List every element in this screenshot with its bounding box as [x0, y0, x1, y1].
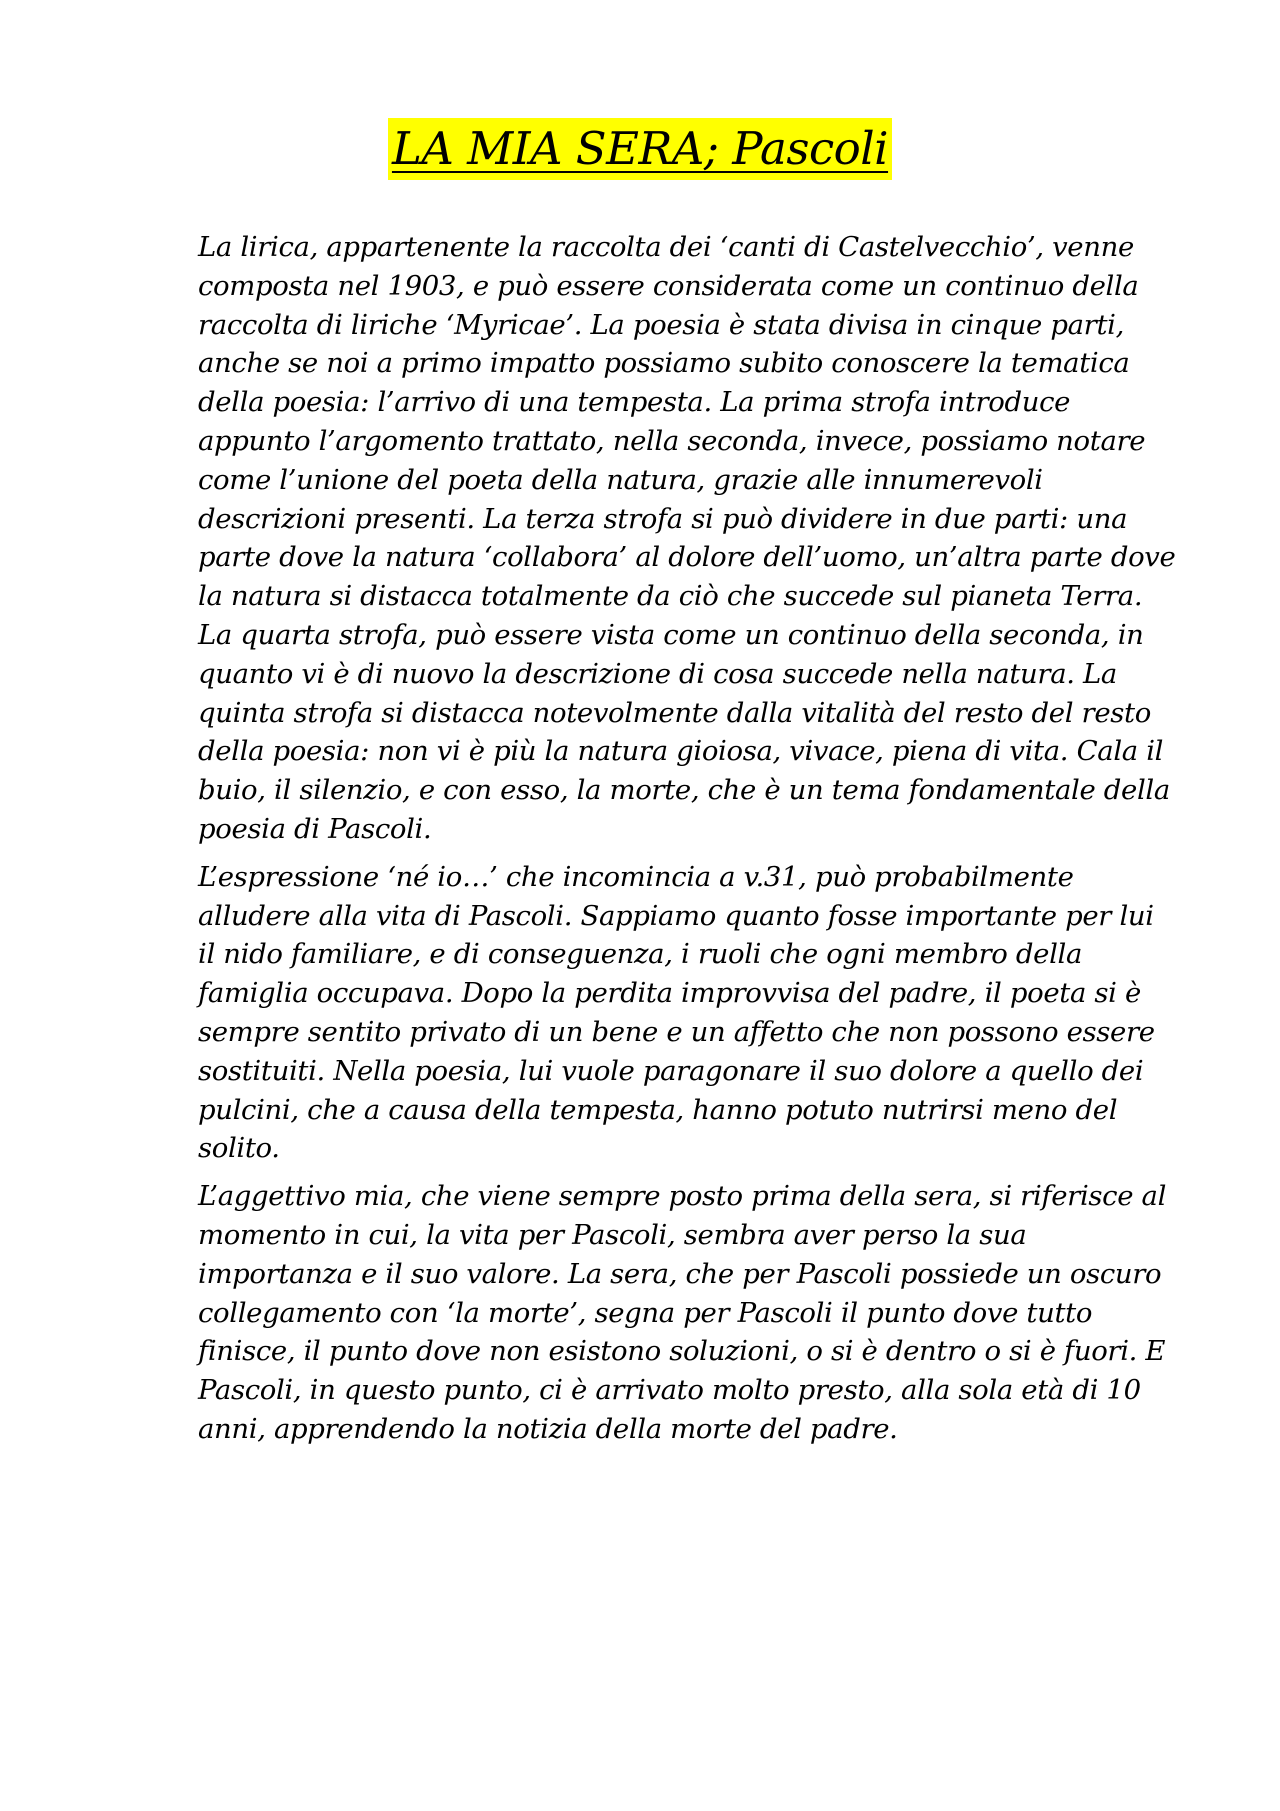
paragraph-3: L’aggettivo mia, che viene sempre posto prima della sera, si riferisce al momento in cui, la vita per Pascoli, sembra aver perso la sua importanza e il suo valore. La sera, che per Pascoli possiede un oscuro collegamento con ‘la morte’, segna per Pascoli il punto dove tutto finisce, il punto dove non esistono soluzioni, o si è dentro o si è fuori. E Pascoli, in questo punto, ci è arrivato molto presto, alla sola età di 10 anni, apprendendo la notizia della morte del padre. — [198, 1180, 1167, 1445]
title-container — [0, 118, 1280, 180]
page-title: LA MIA SERA; Pascoli — [388, 118, 892, 180]
paragraph-2: L’espressione ‘né io…’ che incomincia a v.31, può probabilmente alludere alla vita di Pascoli. Sappiamo quanto fosse importante per lui il nido familiare, e di conseguenza, i ruoli che ogni membro della famiglia occupava. Dopo la perdita improvvisa del padre, il poeta si è sempre sentito privato di un bene e un affetto che non possono essere sostituiti. Nella poesia, lui vuole paragonare il suo dolore a quello dei pulcini, che a causa della tempesta, hanno potuto nutrirsi meno del solito. — [198, 860, 1155, 1165]
document-body — [198, 228, 1178, 1458]
paragraph-1: La lirica, appartenente la raccolta dei ‘canti di Castelvecchio’, venne composta nel 1903, e può essere considerata come un continuo della raccolta di liriche ‘Myricae’. La poesia è stata divisa in cinque parti, anche se noi a primo impatto possiamo subito conoscere la tematica della poesia: l’arrivo di una tempesta. La prima strofa introduce appunto l’argomento trattato, nella seconda, invece, possiamo notare come l’unione del poeta della natura, grazie alle innumerevoli descrizioni presenti. La terza strofa si può dividere in due parti: una parte dove la natura ‘collabora’ al dolore dell’uomo, un’altra parte dove la natura si distacca totalmente da ciò che succede sul pianeta Terra. La quarta strofa, può essere vista come un continuo della seconda, in quanto vi è di nuovo la descrizione di cosa succede nella natura. La quinta strofa si distacca notevolmente dalla vitalità del resto del resto della poesia: non vi è più la natura gioiosa, vivace, piena di vita. Cala il buio, il silenzio, e con esso, la morte, che è un tema fondamentale della poesia di Pascoli. — [198, 231, 1176, 845]
